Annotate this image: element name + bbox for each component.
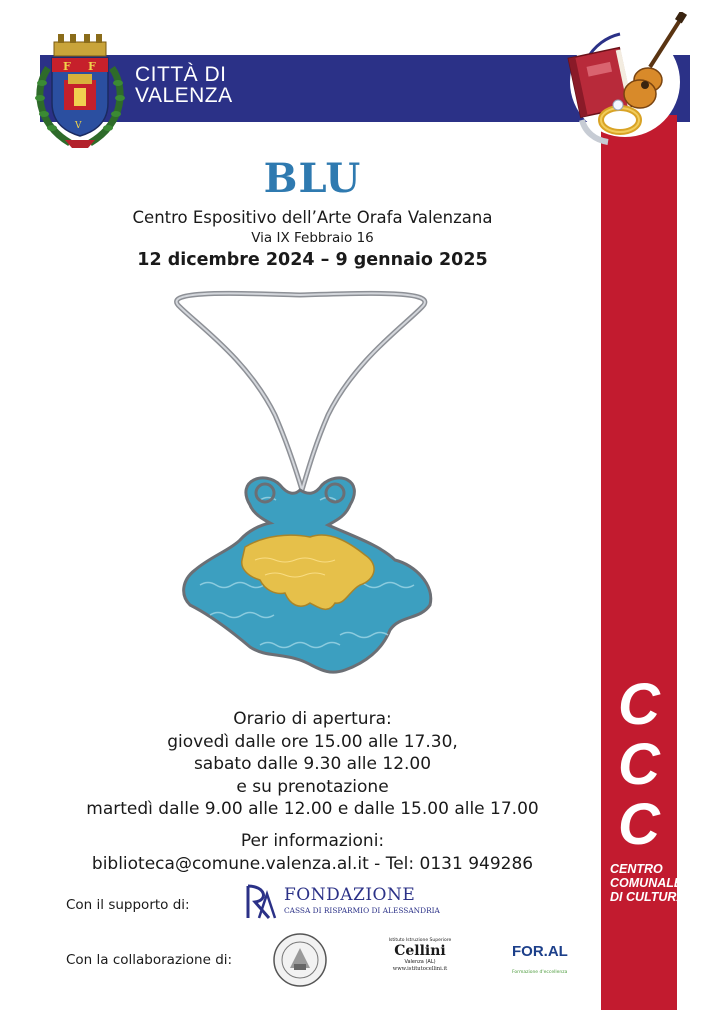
cellini-url[interactable]: www.istitutocellini.it: [392, 966, 448, 972]
cellini-city: Valenza (AL): [404, 959, 436, 965]
ccc-subtitle-line3: DI CULTURA: [610, 890, 686, 904]
foral-logo: [512, 943, 582, 976]
ccc-logo-icon: [560, 12, 690, 147]
event-address: Via IX Febbraio 16: [251, 230, 374, 246]
city-title: [135, 64, 233, 106]
svg-text:F: F: [63, 60, 71, 73]
svg-text:V: V: [75, 121, 82, 131]
collaboration-label: Con la collaborazione di:: [66, 952, 233, 968]
city-title-line2: VALENZA: [135, 84, 233, 107]
opening-hours: [40, 708, 585, 821]
seal-logo-icon: [272, 932, 328, 988]
cellini-top-text: Istituto Istruzione Superiore: [388, 938, 452, 943]
ccc-letter-2: C: [618, 732, 660, 797]
ccc-letter-3: C: [618, 792, 660, 857]
foral-name: FOR.AL: [512, 943, 568, 960]
city-crest-icon: [30, 28, 130, 153]
hours-line-2: sabato dalle 9.30 alle 12.00: [193, 754, 432, 774]
ccc-letter-1: C: [618, 672, 660, 737]
hours-heading: Orario di apertura:: [233, 709, 392, 729]
hours-line-3: e su prenotazione: [236, 776, 389, 797]
pendant-image: [150, 285, 450, 695]
city-title-line1: CITTÀ DI: [135, 63, 227, 86]
ccc-monogram: [603, 672, 675, 857]
hours-line-4: martedì dalle 9.00 alle 12.00 e dalle 15.00 alle 17.00: [86, 799, 539, 819]
foral-tagline: Formazione d'eccellenza: [512, 970, 568, 975]
fondazione-name: FONDAZIONE: [284, 885, 416, 905]
event-venue: Centro Espositivo dell’Arte Orafa Valenzana: [132, 208, 493, 227]
info-heading: Per informazioni:: [240, 831, 385, 851]
support-label: Con il supporto di:: [66, 897, 190, 913]
svg-text:F: F: [88, 60, 96, 73]
cellini-logo: [385, 938, 455, 973]
contact-info: [40, 830, 585, 876]
ccc-subtitle: [610, 862, 685, 904]
info-contact[interactable]: biblioteca@comune.valenza.al.it - Tel: 0131 949286: [91, 854, 534, 874]
cellini-name: Cellini: [394, 943, 446, 959]
event-dates: 12 dicembre 2024 – 9 gennaio 2025: [137, 250, 488, 270]
event-title: BLU: [263, 155, 362, 202]
fondazione-subtitle: CASSA DI RISPARMIO DI ALESSANDRIA: [284, 906, 440, 915]
hours-line-1: giovedì dalle ore 15.00 alle 17.30,: [167, 731, 458, 752]
ccc-subtitle-line2: COMUNALE: [610, 876, 683, 890]
ccc-subtitle-line1: CENTRO: [610, 862, 663, 876]
